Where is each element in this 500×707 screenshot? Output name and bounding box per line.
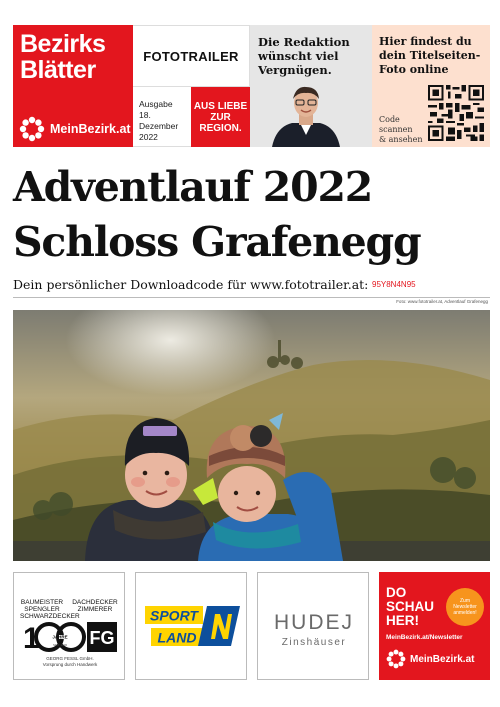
- hudej-logo: HUDEJ: [273, 611, 354, 634]
- qr-box: [372, 25, 490, 147]
- section-label: FOTOTRAILER: [143, 48, 239, 64]
- ad-newsletter[interactable]: [379, 572, 490, 680]
- fessl-trades-right: DACHDECKER ZIMMERER: [72, 599, 118, 613]
- ad-sportland[interactable]: [135, 572, 247, 680]
- fessl-trades-left: BAUMEISTER SPENGLER SCHWARZDECKER: [20, 599, 80, 620]
- qr-code-icon[interactable]: [428, 85, 484, 141]
- download-code[interactable]: 95Y8N4N95: [372, 280, 416, 289]
- editorial-text: Die Redaktion wünscht viel Vergnügen.: [258, 35, 350, 77]
- fessl-jahre: JAHRE: [52, 634, 68, 640]
- download-code-label: Dein persönlicher Downloadcode für www.fototrailer.at:: [13, 277, 369, 292]
- sportland-line1: SPORT: [150, 607, 198, 624]
- issue-date: [133, 87, 191, 147]
- cover-photo: [13, 310, 490, 561]
- brand-site: MeinBezirk.at: [50, 122, 131, 136]
- divider: [13, 297, 490, 298]
- ad-fessl[interactable]: [13, 572, 125, 680]
- hudej-subtitle: Zinshäuser: [281, 637, 347, 648]
- newsletter-badge[interactable]: Zum Newsletter anmelden!: [446, 588, 484, 626]
- meinbezirk-flower-icon: [386, 649, 406, 669]
- section-label-box: [133, 25, 250, 87]
- svg-text:1: 1: [23, 622, 40, 653]
- fessl-company: GEORG FESSL GmbH. Vorsprung durch Handwerk: [42, 656, 98, 667]
- fessl-100-jahre-logo: [21, 619, 119, 653]
- cover-text: Hier findest du dein Titelseiten- Foto online: [379, 35, 481, 76]
- newsletter-url[interactable]: MeinBezirk.at/Newsletter: [386, 634, 463, 641]
- photo-credit: Foto: www.fototrailer.at, Adventlauf Grafenegg: [396, 299, 488, 304]
- claim-text: AUS LIEBE ZUR REGION.: [193, 100, 248, 134]
- fessl-since: SEIT 1920: [52, 643, 68, 647]
- ad-row: [13, 572, 490, 680]
- brand-logo: [19, 116, 131, 142]
- issue-text: Ausgabe 18. Dezember 2022: [139, 99, 179, 142]
- newsletter-logo-text: MeinBezirk.at: [410, 653, 475, 665]
- cover-photo-image: [13, 310, 490, 561]
- masthead: [13, 25, 490, 147]
- editor-portrait: [268, 83, 344, 147]
- brand-block[interactable]: [13, 25, 133, 147]
- page-title: Adventlauf 2022 Schloss Grafenegg: [13, 163, 421, 266]
- svg-text:FG: FG: [89, 628, 115, 648]
- newsletter-headline: DO SCHAU HER!: [386, 585, 435, 628]
- claim-box: [191, 87, 250, 147]
- editorial-box: [250, 25, 372, 147]
- meinbezirk-flower-icon: [19, 116, 45, 142]
- scan-text: Code scannen & ansehen: [379, 115, 423, 144]
- newsletter-logo: [386, 649, 474, 669]
- brand-title: Bezirks Blätter: [20, 30, 106, 84]
- sportland-line2: LAND: [157, 629, 197, 646]
- sportland-logo: [145, 606, 240, 646]
- ad-hudej[interactable]: [257, 572, 369, 680]
